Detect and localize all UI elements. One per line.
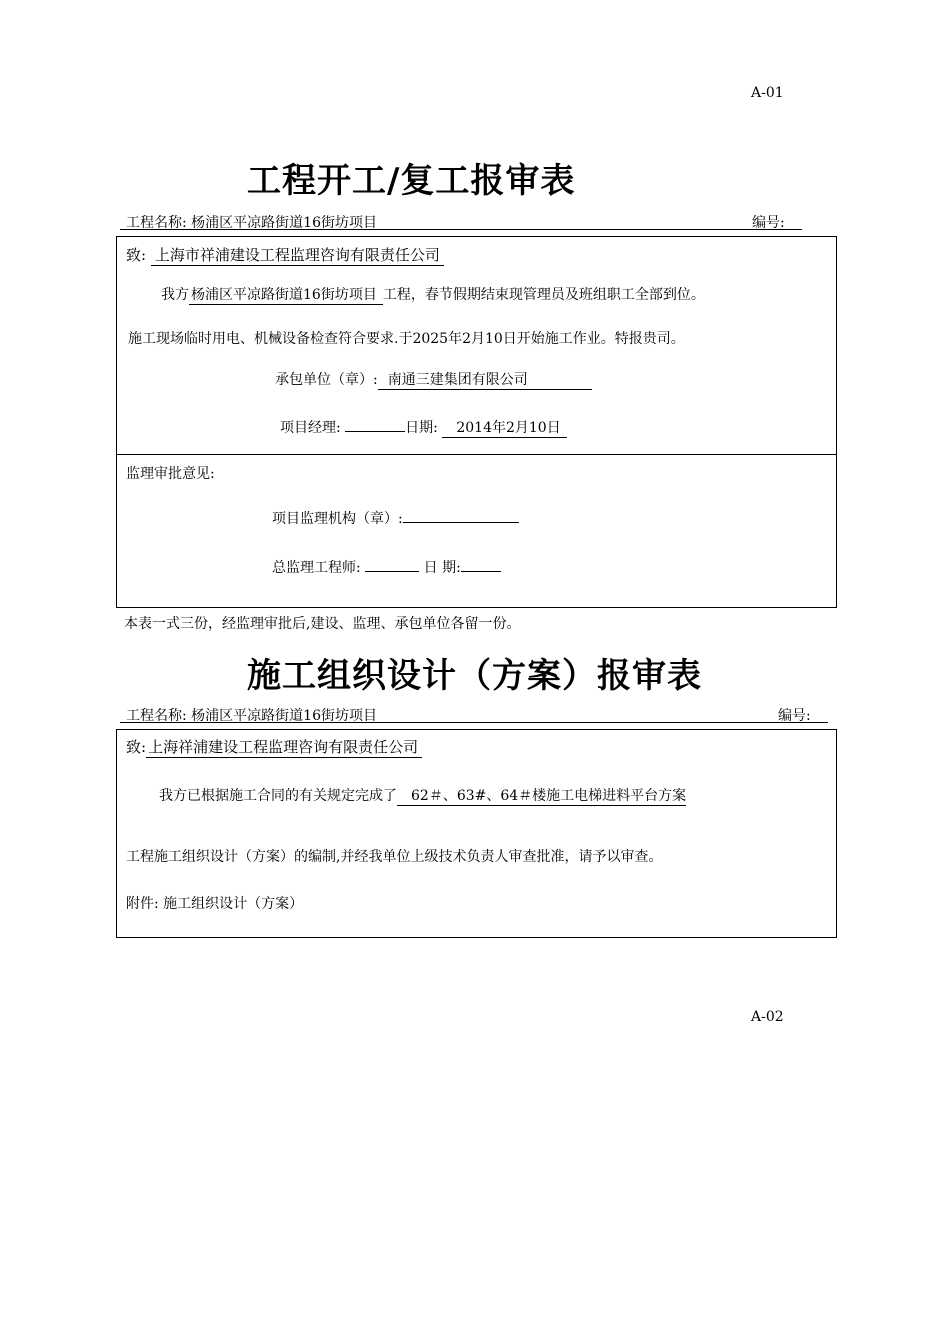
supervision-org-blank [403, 508, 519, 523]
to-company-2: 上海祥浦建设工程监理咨询有限责任公司 [146, 736, 422, 758]
form-code-a02: A-02 [751, 1009, 784, 1025]
to-row-2 [126, 736, 422, 758]
supervision-org-row [272, 508, 519, 528]
pm-signature-blank [345, 417, 405, 432]
pm-label: 项目经理: [280, 420, 341, 436]
project-name-value-2: 杨浦区平凉路街道16街坊项目 [191, 708, 377, 724]
attachment-value: 施工组织设计（方案） [163, 896, 304, 912]
date2-blank [461, 557, 501, 572]
chief-engineer-label: 总监理工程师: [272, 560, 361, 576]
body-prefix-2: 我方已根据施工合同的有关规定完成了 [159, 788, 397, 804]
header-underline-2 [120, 722, 828, 723]
attachment-row [126, 893, 303, 913]
footnote: 本表一式三份，经监理审批后,建设、监理、承包单位各留一份。 [124, 616, 521, 632]
to-company: 上海市祥浦建设工程监理咨询有限责任公司 [151, 244, 444, 266]
body-line-1-2 [159, 785, 686, 806]
body-line-2-2: 工程施工组织设计（方案）的编制,并经我单位上级技术负责人审查批准，请予以审查。 [126, 849, 663, 865]
to-row [126, 244, 444, 266]
body-line-2: 施工现场临时用电、机械设备检查符合要求.于2025年2月10日开始施工作业。特报贵司。 [128, 331, 685, 347]
project-name-label: 工程名称: [126, 215, 187, 231]
supervision-org-label: 项目监理机构（章）: [272, 511, 403, 527]
attachment-label: 附件: [126, 896, 159, 912]
header-underline [120, 229, 802, 230]
to-label-2: 致: [126, 738, 147, 756]
date-value: 2014年2月10日 [442, 417, 566, 438]
body-line1-rest: 工程，春节假期结束现管理员及班组职工全部到位。 [382, 287, 705, 303]
number-label: 编号: [752, 215, 785, 231]
date2-label: 日 期: [423, 560, 461, 576]
to-label: 致: [126, 246, 147, 264]
form-code-a01: A-01 [751, 85, 784, 101]
body-line-1 [161, 284, 705, 305]
body-prefix: 我方 [161, 287, 189, 303]
form-title-start-work: 工程开工/复工报审表 [247, 161, 576, 201]
form-title-construction-plan: 施工组织设计（方案）报审表 [247, 656, 702, 696]
table-divider [116, 454, 837, 455]
project-name-label-2: 工程名称: [126, 708, 187, 724]
pm-date-row [280, 417, 567, 438]
body-project: 杨浦区平凉路街道16街坊项目 [189, 284, 383, 305]
project-name-value: 杨浦区平凉路街道16街坊项目 [191, 215, 377, 231]
date-label: 日期: [405, 420, 438, 436]
contractor-label: 承包单位（章）: [275, 372, 378, 388]
number-label-2: 编号: [778, 708, 811, 724]
contractor-row [275, 369, 592, 390]
chief-engineer-row [272, 557, 501, 577]
supervision-opinion-label: 监理审批意见: [126, 466, 215, 482]
body-scheme: 62＃、63#、64＃楼施工电梯进料平台方案 [397, 785, 686, 806]
chief-engineer-blank [365, 557, 419, 572]
contractor-name: 南通三建集团有限公司 [378, 369, 592, 390]
